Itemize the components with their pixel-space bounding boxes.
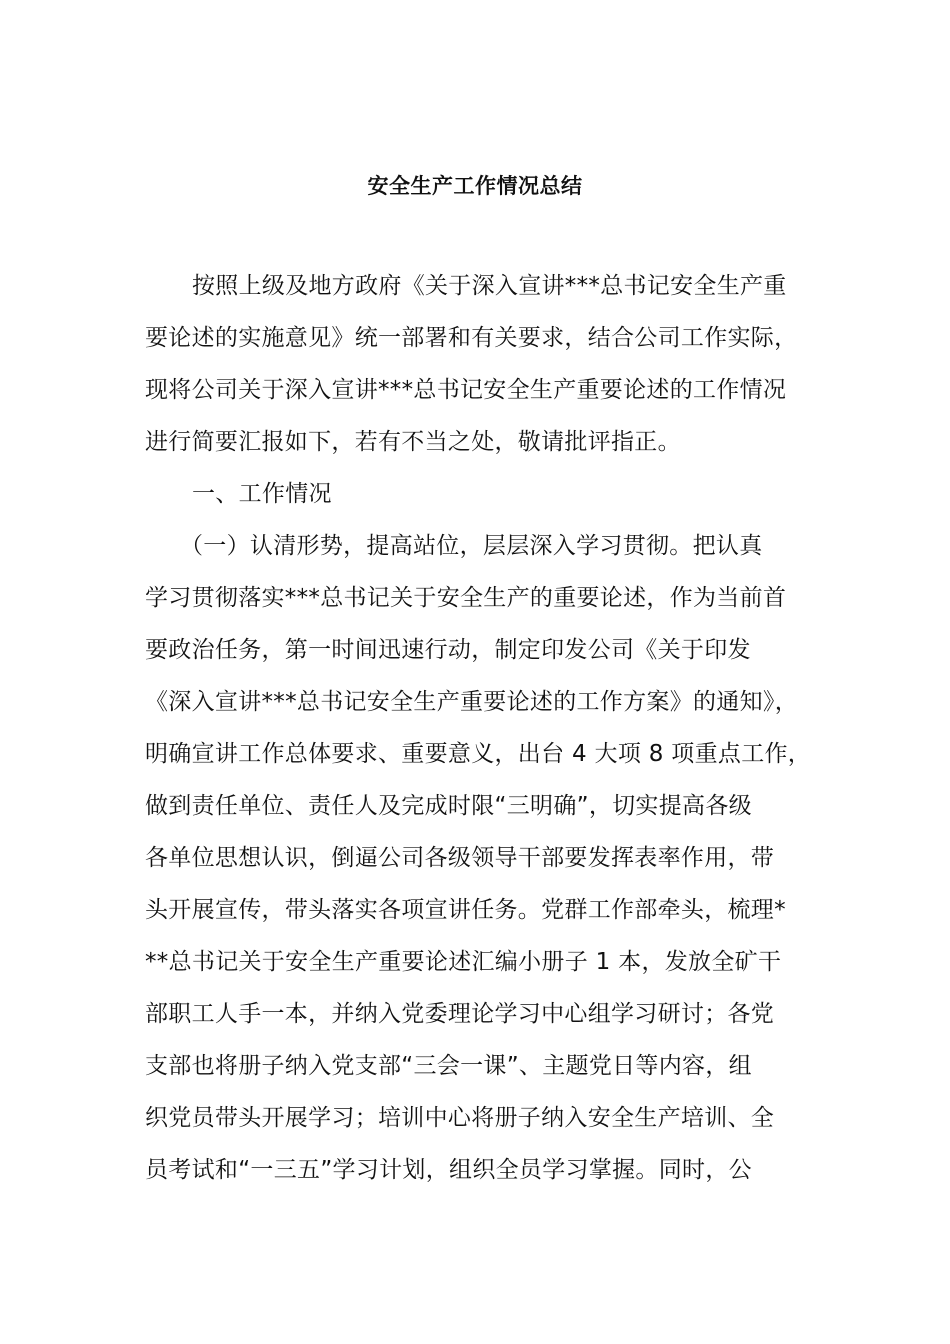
paragraph-line-2: 要论述的实施意见》统一部署和有关要求，结合公司工作实际， [145, 325, 798, 351]
paragraph-line-3: 现将公司关于深入宣讲***总书记安全生产重要论述的工作情况 [145, 377, 787, 403]
paragraph-line-12: 头开展宣传，带头落实各项宣讲任务。党群工作部牵头，梳理* [145, 897, 786, 923]
document-title: 安全生产工作情况总结 [367, 174, 583, 198]
paragraph-line-10: 做到责任单位、责任人及完成时限“三明确”，切实提高各级 [145, 793, 752, 819]
paragraph-line-17: 员考试和“一三五”学习计划，组织全员学习掌握。同时，公 [145, 1157, 752, 1183]
paragraph-line-6: 学习贯彻落实***总书记关于安全生产的重要论述，作为当前首 [145, 585, 787, 611]
paragraph-line-14: 部职工人手一本，并纳入党委理论学习中心组学习研讨；各党 [145, 1001, 775, 1027]
paragraph-line-5: （一）认清形势，提高站位，层层深入学习贯彻。把认真 [180, 533, 763, 559]
paragraph-line-8: 《深入宣讲***总书记安全生产重要论述的工作方案》的通知》， [145, 689, 798, 715]
paragraph-line-4: 进行简要汇报如下，若有不当之处，敬请批评指正。 [145, 429, 681, 455]
paragraph-line-7: 要政治任务，第一时间迅速行动，制定印发公司《关于印发 [145, 637, 751, 663]
paragraph-line-1: 按照上级及地方政府《关于深入宣讲***总书记安全生产重 [192, 273, 787, 299]
paragraph-line-16: 织党员带头开展学习；培训中心将册子纳入安全生产培训、全 [145, 1105, 775, 1131]
paragraph-line-15: 支部也将册子纳入党支部“三会一课”、主题党日等内容，组 [145, 1053, 752, 1079]
section-heading: 一、工作情况 [192, 481, 332, 507]
paragraph-line-13: **总书记关于安全生产重要论述汇编小册子 1 本，发放全矿干 [145, 949, 782, 975]
paragraph-line-11: 各单位思想认识，倒逼公司各级领导干部要发挥表率作用，带 [145, 845, 775, 871]
paragraph-line-9: 明确宣讲工作总体要求、重要意义，出台 4 大项 8 项重点工作， [145, 741, 812, 767]
